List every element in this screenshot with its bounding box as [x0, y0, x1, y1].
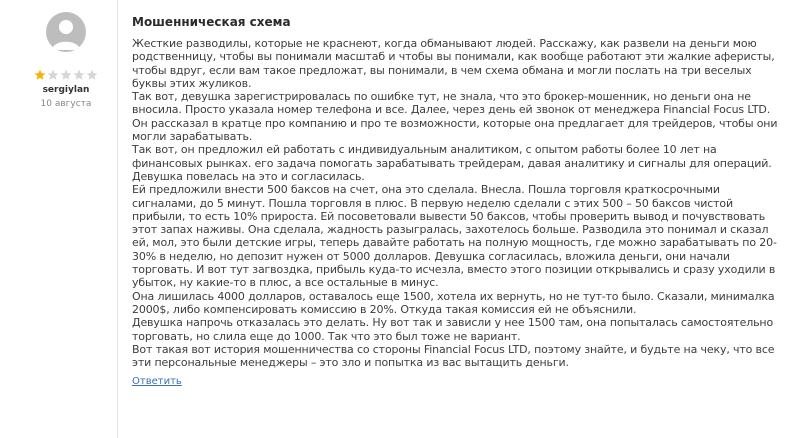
- review-author: [22, 12, 110, 109]
- review-paragraph: Так вот, девушка зарегистрировалась по ошибке тут, не знала, что это брокер-мошенник, но деньги она не вносила. Просто указала номер телефона и все. Далее, через день ей звонок от менеджера Financial Focus LTD. Он рассказал в кратце про компанию и про те возможности, которые она предлагает для трейдеров, чтобы они могли зарабатывать.: [132, 90, 778, 144]
- review-paragraph: Жесткие разводилы, которые не краснеют, когда обманывают людей. Расскажу, как развели на деньги мою родственницу, чтобы вы понимали масштаб и чтобы вы понимали, как вообще работают эти жалкие аферисты, чтобы вдруг, если вам такое предложат, вы понимали, в чем схема обмана и могли послать на три веселых буквы этих жуликов.: [132, 37, 775, 90]
- review-date: 10 августа: [40, 99, 92, 109]
- review-content: [132, 12, 784, 388]
- review-paragraph: Девушка напрочь отказалась это делать. Ну вот так и зависли у нее 1500 там, она попыталась самостоятельно торговать, но слила еще до 1000. Так что это был тоже не вариант.: [132, 316, 774, 343]
- star-empty-icon: [73, 69, 85, 81]
- author-username[interactable]: sergiylan: [42, 85, 90, 95]
- user-avatar-icon: [46, 12, 86, 52]
- star-empty-icon: [60, 69, 72, 81]
- review-paragraph: Вот такая вот история мошенничества со стороны Financial Focus LTD, поэтому знайте, и будьте на чеку, что все эти персональные менеджеры – это зло и попытка из вас вытащить деньги.: [132, 342, 775, 370]
- review-paragraph: Так вот, он предложил ей работать с индивидуальным аналитиком, с опытом работы более 10 лет на финансовых рынках. его задача помогать зарабатывать трейдерам, давая аналитику и сигналы для операций. Девушка повелась на это и согласилась.: [132, 143, 772, 183]
- review-paragraph: Она лишилась 4000 долларов, оставалось еще 1500, хотела их вернуть, но не тут-то было. Сказали, минималка 2000$, либо компенсировать комиссию в 20%. Откуда такая комиссия ей не объяснили.: [132, 289, 775, 316]
- review-paragraph: Ей предложили внести 500 баксов на счет, она это сделала. Внесла. Пошла торговля краткосрочными сигналами, до 5 минут. Пошла торговля в плюс. В первую неделю сделали с этих 500 – 50 баксов чистой прибыли, то есть 10% прироста. Ей посоветовали вывести 50 баксов, чтобы проверить вывод и почувствовать этот запах наживы. Она сделала, жадность разыгралась, захотелось больше. Разводила это понимал и сказал ей, мол, это были детские игры, теперь давайте работать на полную мощность, где можно зарабатывать по 20-30% в неделю, но депозит нужен от 5000 долларов. Девушка согласилась, вложила деньги, они начали торговать. И вот тут загвоздка, прибыль куда-то исчезла, вместо этого позиции открывались и сразу уходили в убыток, ну какие-то в плюс, а все остальные в минус.: [132, 183, 777, 290]
- star-empty-icon: [47, 69, 59, 81]
- rating-stars: [22, 69, 110, 82]
- divider: [117, 0, 118, 438]
- review-body: [132, 37, 784, 369]
- star-filled-icon: [34, 69, 46, 81]
- star-empty-icon: [86, 69, 98, 81]
- reply-link[interactable]: Ответить: [132, 376, 182, 388]
- review-title: Мошенническая схема: [132, 15, 291, 29]
